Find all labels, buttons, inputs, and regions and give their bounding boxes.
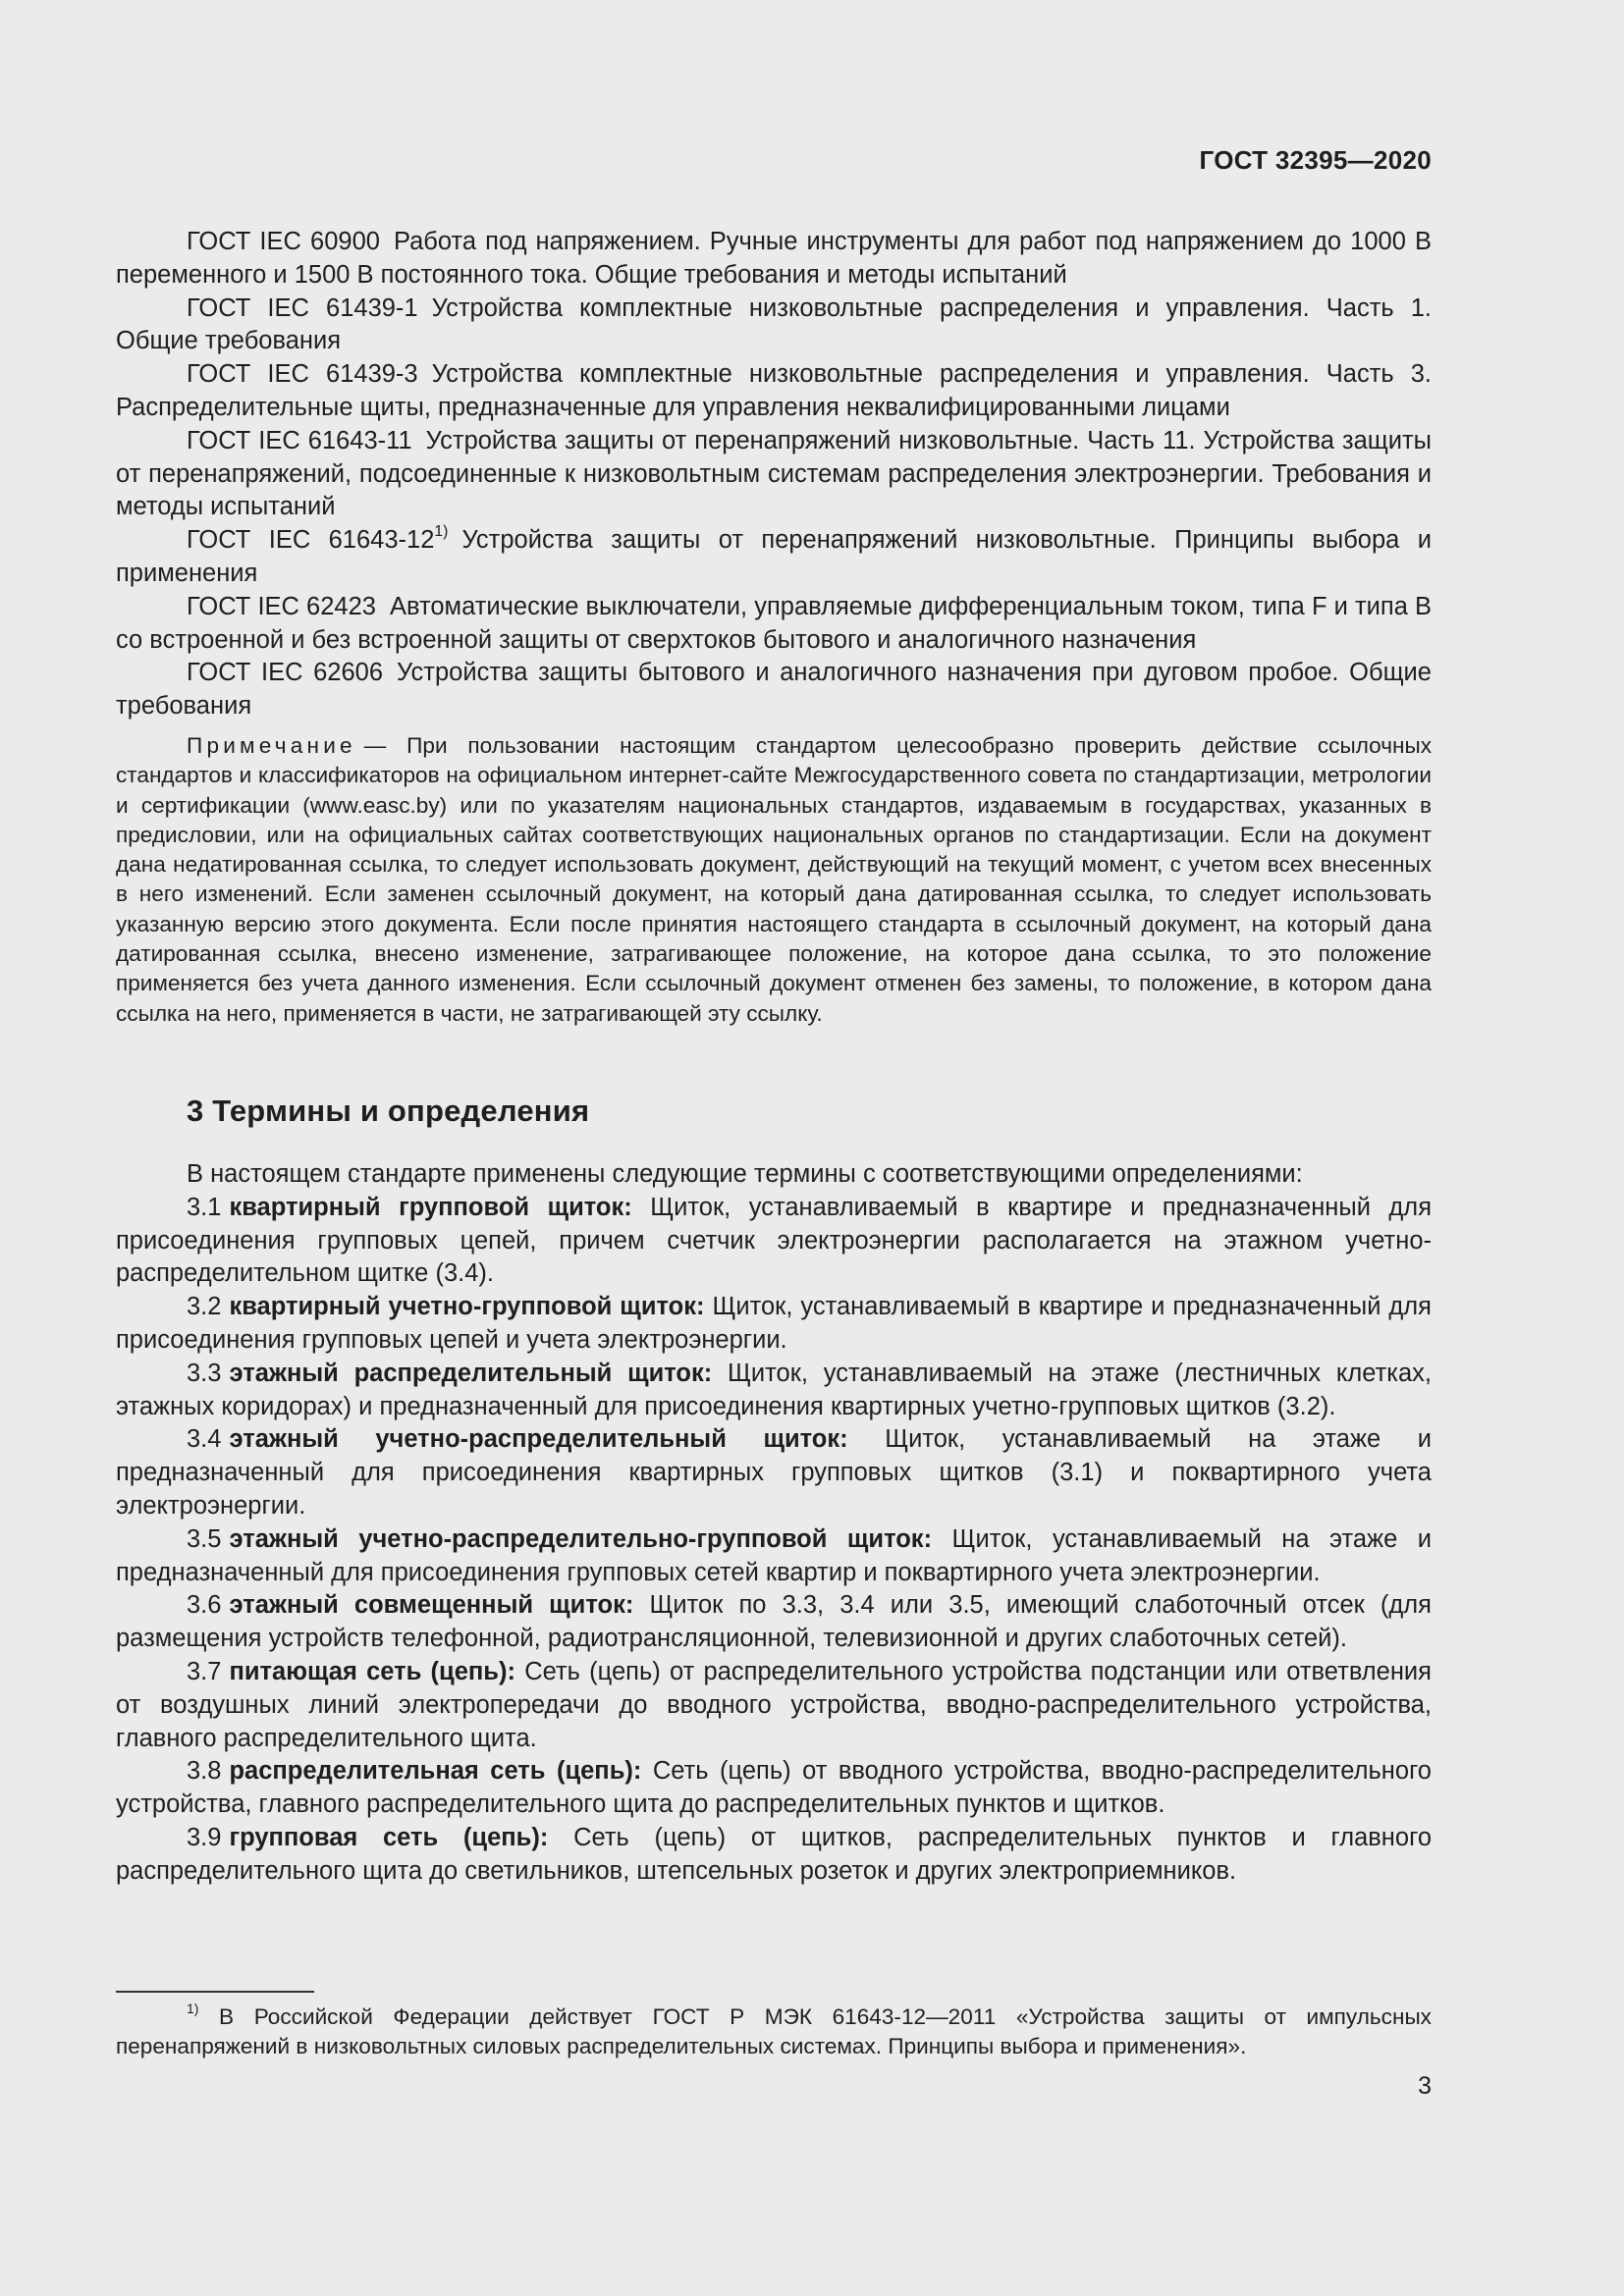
term-name: групповая сеть (цепь):: [229, 1823, 549, 1851]
term-definition: Сеть (цепь) от щитков, распределительных пунктов и главного распределительного щита до светильников, штепсельных розеток и других электроприемников.: [116, 1823, 1432, 1885]
reference-entry: [116, 524, 1432, 591]
term-number: 3.1: [187, 1193, 222, 1221]
section-intro: В настоящем стандарте применены следующие термины с соответствующими определениями:: [187, 1160, 1303, 1188]
term-entry: [116, 1755, 1432, 1822]
term-definition: Сеть (цепь) от распределительного устройства подстанции или ответвления от воздушных линий электропередачи до вводного устройства, вводно-распределительного устройства, главного распределительного щита.: [116, 1657, 1432, 1752]
reference-title: Устройства защиты от перенапряжений низковольтные. Принципы выбора и применения: [116, 526, 1432, 587]
term-entry: [116, 1291, 1432, 1358]
term-name: питающая сеть (цепь):: [229, 1657, 515, 1685]
document-code-header: ГОСТ 32395—2020: [1199, 145, 1432, 175]
reference-code: ГОСТ IEC 61439-3: [187, 360, 418, 389]
reference-code: ГОСТ IEC 60900: [187, 228, 380, 255]
reference-entry: [116, 226, 1432, 293]
reference-code: ГОСТ IEC 61643-12: [187, 526, 435, 555]
term-number: 3.7: [187, 1657, 222, 1685]
reference-entry: [116, 293, 1432, 359]
reference-entry: [116, 657, 1432, 723]
section-title: 3 Термины и определения: [187, 1094, 590, 1128]
terms-list: [116, 1158, 1432, 1889]
reference-title: Устройства защиты от перенапряжений низковольтные. Часть 11. Устройства защиты от перенапряжений, подсоединенные к низковольтным системам распределения электроэнергии. Требования и методы испытаний: [116, 426, 1433, 521]
reference-title: Автоматические выключатели, управляемые дифференциальным током, типа F и типа B со встроенной и без встроенной защиты от сверхтоков бытового и аналогичного назначения: [116, 592, 1432, 654]
term-number: 3.6: [187, 1591, 222, 1620]
reference-code: ГОСТ IEC 62423: [187, 592, 376, 620]
note-text: — При пользовании настоящим стандартом целесообразно проверить действие ссылочных стандартов и классификаторов на официальном интернет-сайте Межгосударственного совета по стандартизации, метрологии и сертификации (www.easc.by) или по указателям национальных стандартов, издаваемым в государствах, указанных в предисловии, или на официальных сайтах соответствующих национальных органов по стандартизации. Если на документ дана недатированная ссылка, то следует использовать документ, действующий на текущий момент, с учетом всех внесенных в него изменений. Если заменен ссылочный документ, на который дана датированная ссылка, то следует использовать указанную версию этого документа. Если после принятия настоящего стандарта в ссылочный документ, на который дана датированная ссылка, внесено изменение, затрагивающее положение, на которое дана ссылка, то это положение применяется без учета данного изменения. Если ссылочный документ отменен без замены, то положение, в котором дана ссылка на него, применяется в части, не затрагивающей эту ссылку.: [116, 733, 1432, 1026]
term-entry: [116, 1589, 1432, 1656]
term-name: этажный совмещенный щиток:: [229, 1591, 634, 1620]
reference-code: ГОСТ IEC 61439-1: [187, 294, 418, 322]
footnote-marker[interactable]: 1): [434, 522, 449, 540]
reference-code: ГОСТ IEC 61643-11: [187, 426, 412, 454]
term-definition: Щиток, устанавливаемый на этаже (лестничных клетках, этажных коридорах) и предназначенный для присоединения квартирных учетно-групповых щитков (3.2).: [116, 1359, 1432, 1420]
term-number: 3.5: [187, 1524, 222, 1553]
footnote: [116, 2002, 1432, 2062]
term-entry: [116, 1192, 1432, 1291]
term-definition: Щиток, устанавливаемый в квартире и предназначенный для присоединения групповых цепей, причем счетчик электроэнергии располагается на этажном учетно-распределительном щитке (3.4).: [116, 1193, 1432, 1288]
term-name: квартирный учетно-групповой щиток:: [229, 1293, 705, 1321]
term-entry: [116, 1656, 1432, 1755]
term-number: 3.3: [187, 1359, 222, 1387]
term-number: 3.8: [187, 1757, 222, 1786]
term-entry: [116, 1358, 1432, 1424]
document-page: [116, 0, 1432, 2296]
reference-title: Устройства комплектные низковольтные распределения и управления. Часть 3. Распределительные щиты, предназначенные для управления неквалифицированными лицами: [116, 360, 1433, 421]
reference-entry: [116, 591, 1432, 658]
term-definition: Сеть (цепь) от вводного устройства, вводно-распределительного устройства, главного распределительного щита до распределительных пунктов и щитков.: [116, 1757, 1432, 1819]
term-entry: [116, 1423, 1432, 1522]
reference-title: Устройства защиты бытового и аналогичного назначения при дуговом пробое. Общие требования: [116, 659, 1432, 721]
reference-code: ГОСТ IEC 62606: [187, 659, 384, 687]
term-name: этажный учетно-распределительный щиток:: [229, 1425, 848, 1454]
reference-title: Работа под напряжением. Ручные инструменты для работ под напряжением до 1000 В переменного и 1500 В постоянного тока. Общие требования и методы испытаний: [116, 228, 1432, 289]
term-number: 3.2: [187, 1293, 222, 1321]
term-definition: Щиток, устанавливаемый в квартире и предназначенный для присоединения групповых цепей и учета электроэнергии.: [116, 1293, 1432, 1354]
reference-entry: [116, 425, 1432, 524]
normative-references: [116, 226, 1432, 723]
note-label: Примечание: [187, 733, 356, 758]
page-number: 3: [1418, 2072, 1432, 2100]
term-entry: [116, 1523, 1432, 1590]
term-name: квартирный групповой щиток:: [229, 1193, 632, 1221]
footnote-text: В Российской Федерации действует ГОСТ Р МЭК 61643-12—2011 «Устройства защиты от импульсных перенапряжений в низковольтных силовых распределительных системах. Принципы выбора и применения».: [116, 2004, 1432, 2059]
term-entry: [116, 1822, 1432, 1889]
term-definition: Щиток, устанавливаемый на этаже и предназначенный для присоединения квартирных групповых щитков (3.1) и поквартирного учета электроэнергии.: [116, 1425, 1432, 1520]
term-definition: Щиток, устанавливаемый на этаже и предназначенный для присоединения групповых сетей квартир и поквартирного учета электроэнергии.: [116, 1524, 1432, 1586]
term-name: этажный распределительный щиток:: [229, 1359, 713, 1387]
footnote-divider: [116, 1991, 314, 1993]
note-paragraph: [116, 731, 1432, 1029]
footnote-marker: 1): [187, 2000, 199, 2016]
term-name: этажный учетно-распределительно-групповой щиток:: [229, 1524, 933, 1553]
term-definition: Щиток по 3.3, 3.4 или 3.5, имеющий слаботочный отсек (для размещения устройств телефонной, радиотрансляционной, телевизионной и других слаботочных сетей).: [116, 1591, 1432, 1653]
term-number: 3.9: [187, 1823, 222, 1851]
term-number: 3.4: [187, 1425, 222, 1454]
reference-title: Устройства комплектные низковольтные распределения и управления. Часть 1. Общие требования: [116, 294, 1433, 355]
reference-entry: [116, 358, 1432, 425]
term-name: распределительная сеть (цепь):: [229, 1757, 642, 1786]
